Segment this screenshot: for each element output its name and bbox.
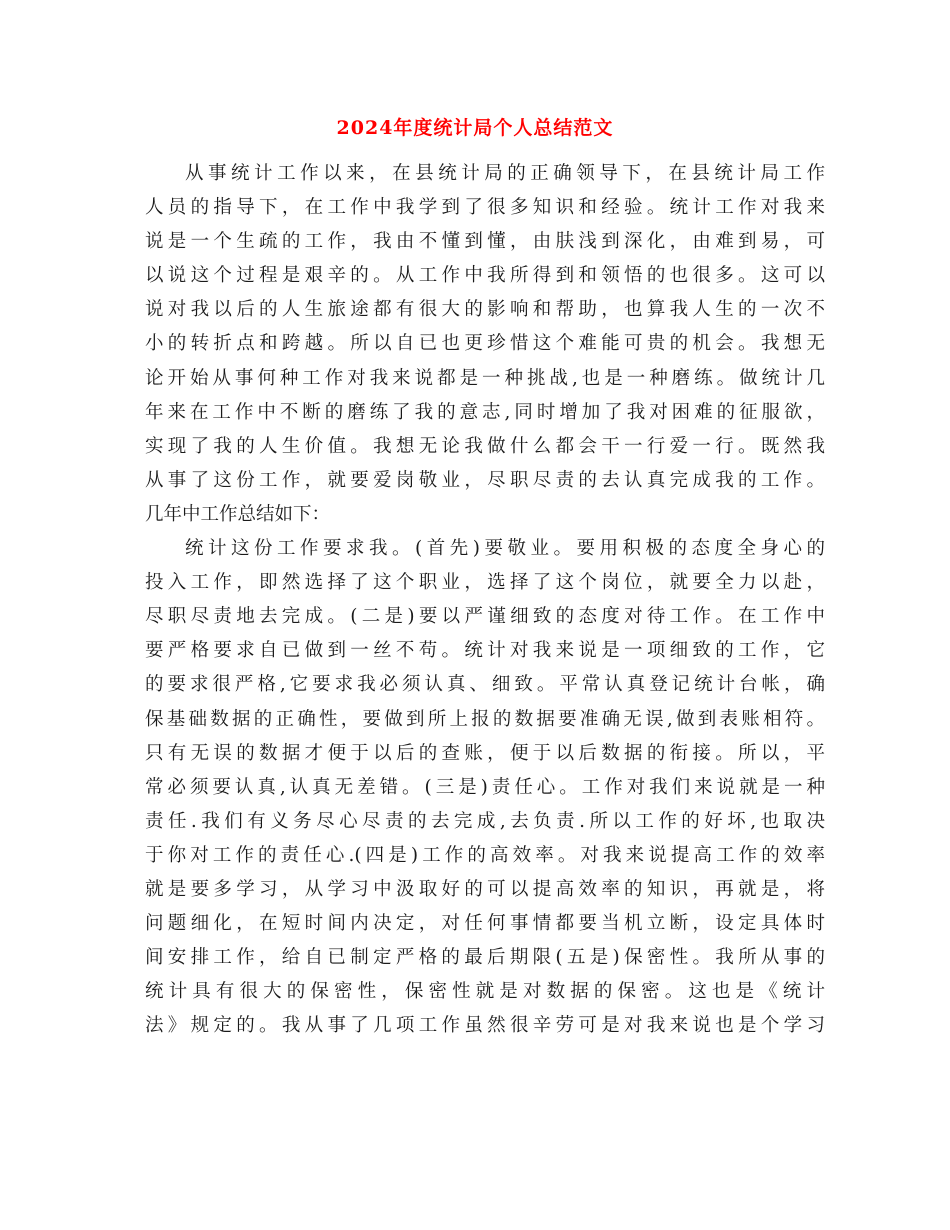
body-line: 间安排工作，给自已制定严格的最后期限(五是)保密性。我所从事的 — [145, 947, 825, 969]
body-line: 常必须要认真,认真无差错。(三是)责任心。工作对我们来说就是一种 — [145, 776, 825, 798]
body-line: 要严格要求自已做到一丝不苟。统计对我来说是一项细致的工作，它 — [145, 640, 825, 662]
body-line: 说对我以后的人生旅途都有很大的影响和帮助，也算我人生的一次不 — [145, 299, 825, 321]
body-line: 几年中工作总结如下： — [145, 503, 331, 525]
document-title: 2024年度统计局个人总结范文 — [336, 117, 614, 139]
body-line: 就是要多学习，从学习中汲取好的可以提高效率的知识，再就是，将 — [145, 878, 825, 900]
body-line: 只有无误的数据才便于以后的查账，便于以后数据的衔接。所以，平 — [145, 742, 825, 764]
body-line: 从事了这份工作，就要爱岗敬业，尽职尽责的去认真完成我的工作。 — [145, 469, 825, 491]
body-line: 于你对工作的责任心.(四是)工作的高效率。对我来说提高工作的效率 — [145, 844, 825, 866]
body-line: 统计这份工作要求我。(首先)要敬业。要用积极的态度全身心的 — [185, 538, 825, 560]
body-line: 尽职尽责地去完成。(二是)要以严谨细致的态度对待工作。在工作中 — [145, 606, 825, 628]
body-line: 说是一个生疏的工作，我由不懂到懂，由肤浅到深化，由难到易，可 — [145, 231, 825, 253]
body-line: 年来在工作中不断的磨练了我的意志,同时增加了我对困难的征服欲， — [145, 401, 825, 423]
body-line: 法》规定的。我从事了几项工作虽然很辛劳可是对我来说也是个学习 — [145, 1015, 825, 1037]
body-line: 人员的指导下，在工作中我学到了很多知识和经验。统计工作对我来 — [145, 197, 825, 219]
body-line: 问题细化，在短时间内决定，对任何事情都要当机立断，设定具体时 — [145, 913, 825, 935]
body-line: 投入工作，即然选择了这个职业，选择了这个岗位，就要全力以赴， — [145, 572, 825, 594]
document-body — [145, 157, 825, 1043]
body-line: 保基础数据的正确性，要做到所上报的数据要准确无误,做到表账相符。 — [145, 708, 825, 730]
body-line: 责任.我们有义务尽心尽责的去完成,去负责.所以工作的好坏,也取决 — [145, 810, 825, 832]
body-line: 论开始从事何种工作对我来说都是一种挑战,也是一种磨练。做统计几 — [145, 367, 825, 389]
body-line: 从事统计工作以来，在县统计局的正确领导下，在县统计局工作 — [185, 163, 825, 184]
body-line: 统计具有很大的保密性，保密性就是对数据的保密。这也是《统计 — [145, 981, 825, 1003]
body-line: 小的转折点和跨越。所以自已也更珍惜这个难能可贵的机会。我想无 — [145, 333, 825, 355]
body-line: 实现了我的人生价值。我想无论我做什么都会干一行爱一行。既然我 — [145, 435, 825, 457]
body-line: 以说这个过程是艰辛的。从工作中我所得到和领悟的也很多。这可以 — [145, 265, 825, 287]
body-line: 的要求很严格,它要求我必须认真、细致。平常认真登记统计台帐，确 — [145, 674, 825, 696]
